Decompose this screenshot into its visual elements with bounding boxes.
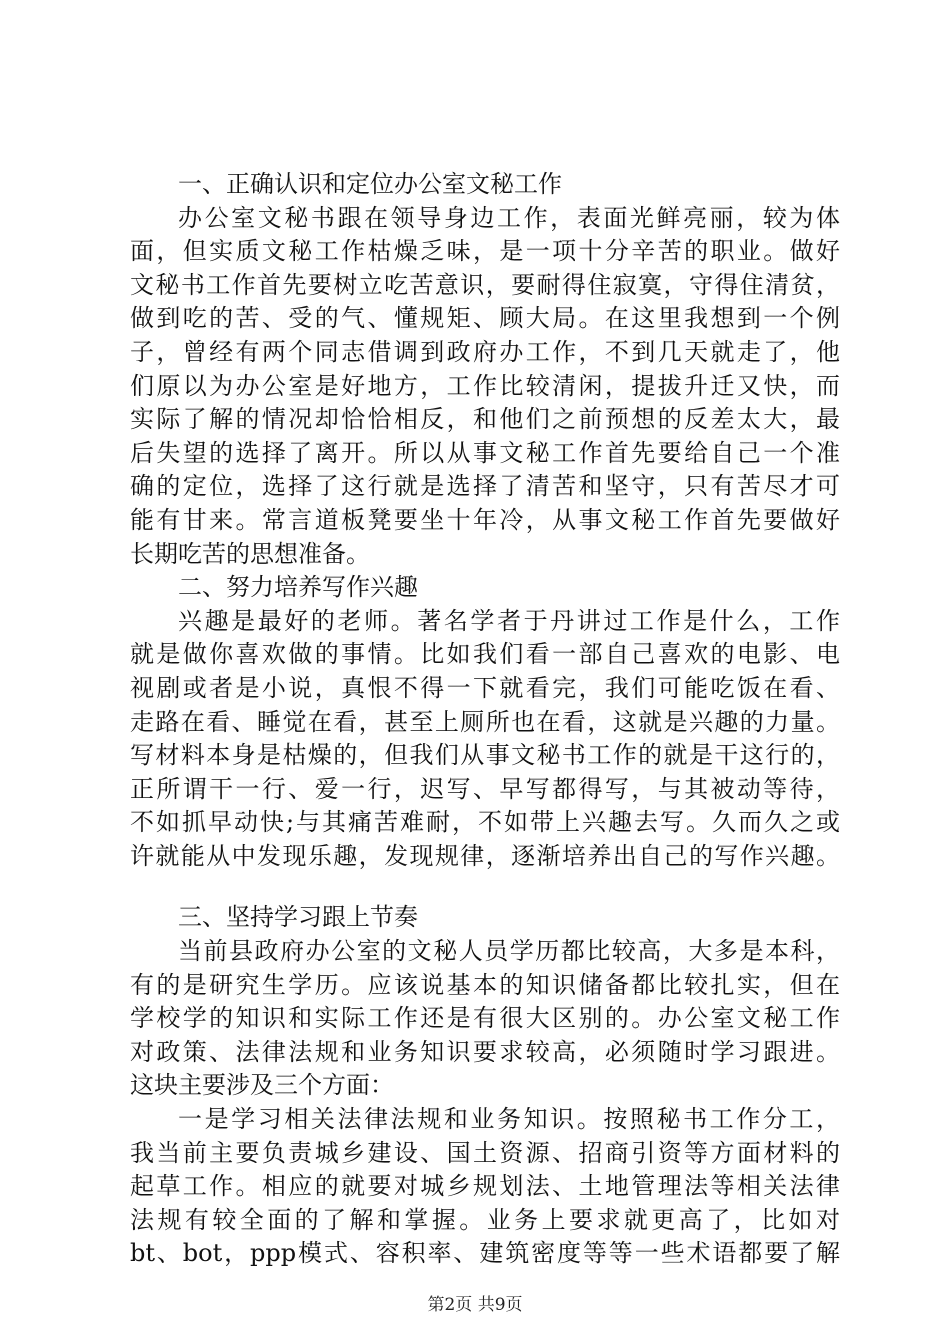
paragraph-line: 不如抓早动快;与其痛苦难耐，不如带上兴趣去写。久而久之或 (130, 808, 840, 837)
paragraph-line: 能有甘来。常言道板凳要坐十年冷，从事文秘工作首先要做好 (130, 505, 840, 534)
paragraph-line: 实际了解的情况却恰恰相反，和他们之前预想的反差太大，最 (130, 405, 840, 434)
paragraph-line: 一是学习相关法律法规和业务知识。按照秘书工作分工， (178, 1105, 840, 1134)
section-heading-2: 二、努力培养写作兴趣 (178, 573, 418, 602)
paragraph-line: 面，但实质文秘工作枯燥乏味，是一项十分辛苦的职业。做好 (130, 237, 840, 266)
paragraph-line: 走路在看、睡觉在看，甚至上厕所也在看，这就是兴趣的力量。 (130, 707, 840, 736)
paragraph-line: 学校学的知识和实际工作还是有很大区别的。办公室文秘工作 (130, 1004, 840, 1033)
paragraph-line: 视剧或者是小说，真恨不得一下就看完，我们可能吃饭在看、 (130, 673, 840, 702)
paragraph-gap (130, 873, 840, 901)
paragraph-line: 确的定位，选择了这行就是选择了清苦和坚守，只有苦尽才可 (130, 472, 840, 501)
paragraph-line: 法规有较全面的了解和掌握。业务上要求就更高了，比如对 (130, 1205, 840, 1234)
paragraph-line: 兴趣是最好的老师。著名学者于丹讲过工作是什么，工作 (178, 606, 840, 635)
paragraph-line: 文秘书工作首先要树立吃苦意识，要耐得住寂寞，守得住清贫， (130, 270, 840, 299)
section-heading-3: 三、坚持学习跟上节奏 (178, 903, 418, 932)
paragraph-line: 做到吃的苦、受的气、懂规矩、顾大局。在这里我想到一个例 (130, 304, 840, 333)
paragraph-line: 有的是研究生学历。应该说基本的知识储备都比较扎实，但在 (130, 970, 840, 999)
paragraph-line: 当前县政府办公室的文秘人员学历都比较高，大多是本科， (178, 937, 840, 966)
paragraph-line: 子，曾经有两个同志借调到政府办工作，不到几天就走了，他 (130, 337, 840, 366)
paragraph-line: 长期吃苦的思想准备。 (130, 539, 370, 568)
paragraph-line: 对政策、法律法规和业务知识要求较高，必须随时学习跟进。 (130, 1037, 840, 1066)
paragraph-line: 办公室文秘书跟在领导身边工作，表面光鲜亮丽，较为体 (178, 203, 840, 232)
paragraph-line: bt、bot，ppp模式、容积率、建筑密度等等一些术语都要了解 (130, 1239, 840, 1268)
document-body (130, 168, 840, 1271)
paragraph-line: 们原以为办公室是好地方，工作比较清闲，提拔升迁又快，而 (130, 371, 840, 400)
paragraph-line: 许就能从中发现乐趣，发现规律，逐渐培养出自己的写作兴趣。 (130, 841, 840, 870)
paragraph-line: 写材料本身是枯燥的，但我们从事文秘书工作的就是干这行的， (130, 741, 840, 770)
section-heading-1: 一、正确认识和定位办公室文秘工作 (178, 170, 562, 198)
paragraph-line: 这块主要涉及三个方面： (130, 1071, 394, 1100)
paragraph-line: 我当前主要负责城乡建设、国土资源、招商引资等方面材料的 (130, 1138, 840, 1167)
paragraph-line: 正所谓干一行、爱一行，迟写、早写都得写，与其被动等待， (130, 774, 840, 803)
paragraph-line: 起草工作。相应的就要对城乡规划法、土地管理法等相关法律 (130, 1172, 840, 1201)
paragraph-line: 就是做你喜欢做的事情。比如我们看一部自己喜欢的电影、电 (130, 640, 840, 669)
paragraph-line: 后失望的选择了离开。所以从事文秘工作首先要给自己一个准 (130, 438, 840, 467)
page-number-footer: 第2页 共9页 (427, 1295, 523, 1315)
